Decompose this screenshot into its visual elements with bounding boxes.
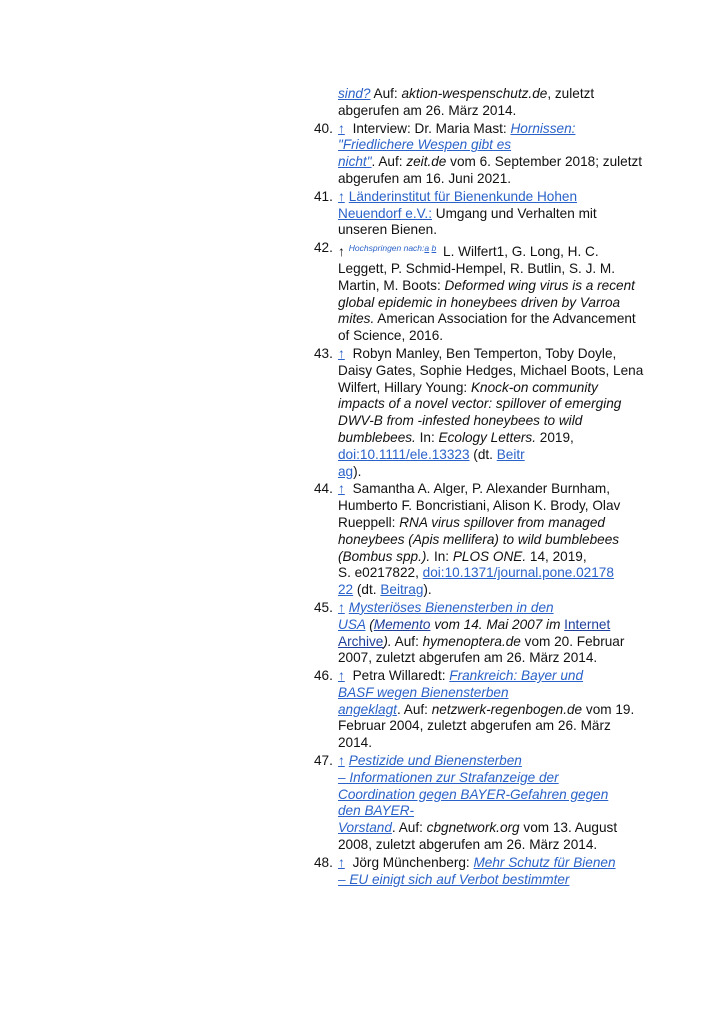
reference-number: 40. [314,120,333,136]
reference-45: 45. ↑ Mysteriöses Bienensterben in den USA (Memento vom 14. Mai 2007 im Internet Archive). Auf: hymenoptera.de vom 20. Februar 2007, zuletzt abgerufen am 26. März 2014. [314,599,625,666]
reference-number: 44. [314,481,333,497]
back-arrow-icon[interactable]: ↑ [338,753,345,769]
reference-number: 45. [314,599,333,615]
reference-48: 48. ↑ Jörg Münchenberg: Mehr Schutz für Bienen – EU einigt sich auf Verbot bestimmter [314,854,616,887]
reference-41-link[interactable]: Länderinstitut für Bienenkunde Hohen Neuendorf e.V.: [338,188,578,221]
reference-43: 43. ↑ Robyn Manley, Ben Temperton, Toby Doyle, Daisy Gates, Sophie Hedges, Michael Boots, Lena Wilfert, Hillary Young: Knock-on community impacts of a novel vector: spillover of emerging DWV-B from -infested honeybees to wild bumblebees. In: Ecology Letters. 2019, doi:10.1111/ele.13323 (dt. Beitr ag). [314,345,644,479]
doi-link[interactable]: doi:10.1371/journal.pone.02178 22 [338,565,614,598]
reference-44: 44. ↑ Samantha A. Alger, P. Alexander Burnham, Humberto F. Boncristiani, Alison K. Brody, Olav Rueppell: RNA virus spillover from managed honeybees (Apis mellifera) to wild bumblebees (Bombus spp.). In: PLOS ONE. 14, 2019, S. e0217822, doi:10.1371/journal.pone.02178 22 (dt. Beitrag). [314,481,621,598]
reference-46: 46. ↑ Petra Willaredt: Frankreich: Bayer und BASF wegen Bienensterben angeklagt. Auf: netzwerk-regenbogen.de vom 19. Februar 2004, zuletzt abgerufen am 26. März 2014. [314,668,635,751]
reference-47-link[interactable]: Pestizide und Bienensterben – Informationen zur Strafanzeige der Coordination gegen BAYER-Gefahren gegen den BAYER- Vorstand [338,753,609,836]
reference-number: 47. [314,753,333,769]
reference-42: 42. ↑ $^{Hochspringen nach:a b}$ L. Wilfert1, G. Long, H. C. Leggett, P. Schmid-Hempel, R. Butlin, S. J. M. Martin, M. Boots: Deformed wing virus is a recent global epidemic in honeybees driven by Varroa mites. American Association for the Advancement of Science, 2016. [314,240,636,344]
reference-40-link[interactable]: Hornissen: "Friedlichere Wespen gibt es nicht" [338,120,576,170]
reference-41: 41. ↑ Länderinstitut für Bienenkunde Hohen Neuendorf e.V.: Umgang und Verhalten mit unseren Bienen. [314,188,597,238]
reference-45-link[interactable]: Mysteriöses Bienensterben in den USA [338,599,554,632]
memento-link[interactable]: Memento [373,616,431,632]
back-arrow-icon[interactable]: ↑ [338,188,345,204]
reference-47: 47. ↑ Pestizide und Bienensterben – Informationen zur Strafanzeige der Coordination gegen BAYER-Gefahren gegen den BAYER- Vorstand. Auf: cbgnetwork.org vom 13. August 2008, zuletzt abgerufen am 26. März 2014. [314,753,618,853]
reference-number: 48. [314,854,333,870]
back-arrow-icon[interactable]: ↑ [338,854,345,870]
back-arrow-icon[interactable]: ↑ [338,481,345,497]
reference-number: 41. [314,188,333,204]
reference-48-link[interactable]: Mehr Schutz für Bienen – EU einigt sich auf Verbot bestimmter [338,854,616,887]
reference-number: 43. [314,345,333,361]
jump-back-links: Hochspringen nach:a b [348,243,437,254]
reference-40: 40. ↑ Interview: Dr. Maria Mast: Hornissen: "Friedlichere Wespen gibt es nicht". Auf: zeit.de vom 6. September 2018; zuletzt abgerufen am 16. Juni 2021. [314,120,643,186]
jump-link-a[interactable]: a [424,243,430,254]
reference-39-link[interactable]: sind? [338,86,371,101]
beitrag-link[interactable]: Beitr ag [338,446,525,479]
internet-archive-link[interactable]: Internet Archive [338,616,611,649]
back-arrow-icon[interactable]: ↑ [338,120,345,136]
reference-46-link[interactable]: Frankreich: Bayer und BASF wegen Bienensterben angeklagt [338,668,584,717]
beitrag-link[interactable]: Beitrag [380,582,424,598]
doi-link[interactable]: doi:10.1111/ele.13323 [338,446,470,462]
reference-39-continued: sind? Auf: aktion-wespenschutz.de, zuletzt abgerufen am 26. März 2014. [338,86,595,118]
reference-number: 42. [314,240,333,256]
jump-link-b[interactable]: b [431,243,437,254]
back-arrow-icon: ↑ [338,244,345,260]
back-arrow-icon[interactable]: ↑ [338,668,345,684]
back-arrow-icon[interactable]: ↑ [338,599,345,615]
references-column [314,86,644,889]
reference-number: 46. [314,668,333,684]
back-arrow-icon[interactable]: ↑ [338,345,345,361]
